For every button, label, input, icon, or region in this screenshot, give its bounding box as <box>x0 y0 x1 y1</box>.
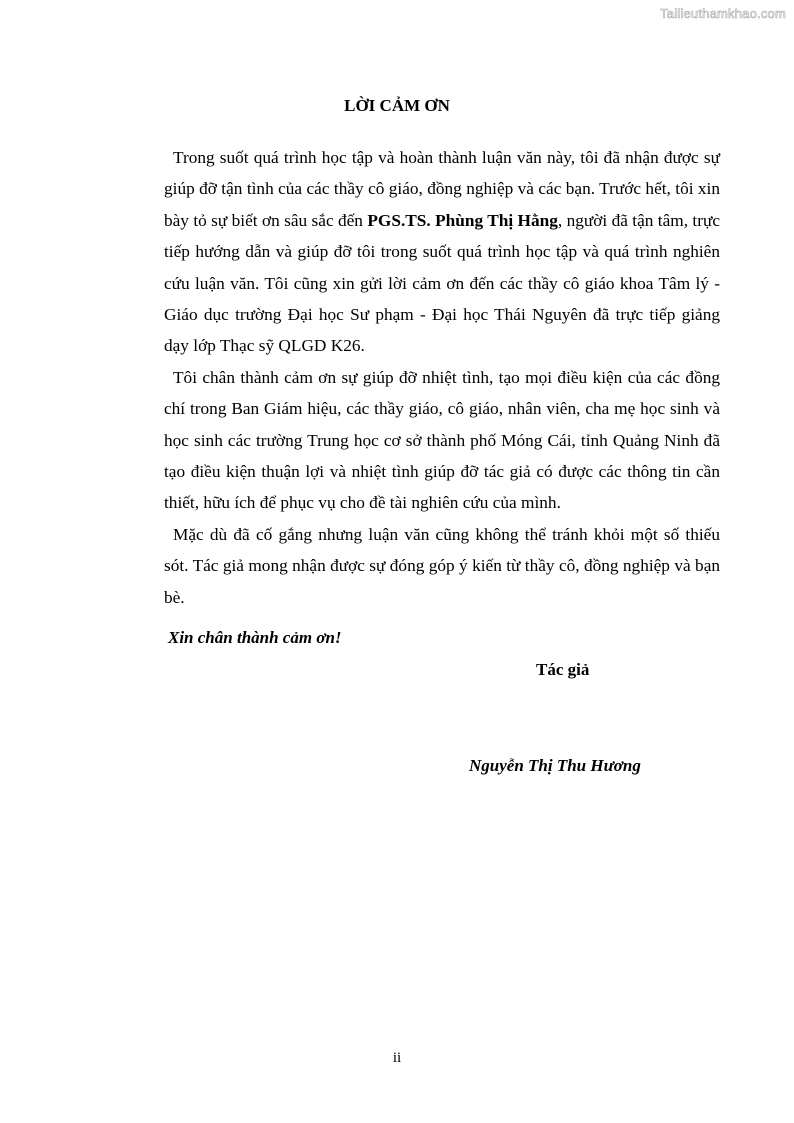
paragraph-1-after: , người đã tận tâm, trực tiếp hướng dẫn và giúp đỡ tôi trong suốt quá trình học tập và quá trình nghiên cứu luận văn. Tôi cũng xin gửi lời cảm ơn đến các thầy cô giáo khoa Tâm lý - Giáo dục trường Đại học Sư phạm - Đại học Thái Nguyên đã trực tiếp giảng dạy lớp Thạc sỹ QLGD K26. <box>164 210 720 356</box>
page-title: LỜI CẢM ƠN <box>344 96 450 115</box>
supervisor-name: PGS.TS. Phùng Thị Hằng <box>367 210 558 230</box>
author-label: Tác giả <box>536 660 590 679</box>
paragraph-1 <box>164 142 720 362</box>
paragraph-3: Mặc dù đã cố gắng nhưng luận văn cũng không thể tránh khỏi một số thiếu sót. Tác giả mong nhận được sự đóng góp ý kiến từ thầy cô, đồng nghiệp và bạn bè. <box>164 524 720 607</box>
paragraph-1-before: Trong suốt quá trình học tập và hoàn thành luận văn này, tôi đã nhận được sự giúp đỡ tận tình của các thầy cô giáo, đồng nghiệp và các bạn. Trước hết, tôi xin bày tỏ sự biết ơn sâu sắc đến <box>164 148 720 230</box>
closing-line: Xin chân thành cảm ơn! <box>168 628 342 647</box>
paragraph-2: Tôi chân thành cảm ơn sự giúp đỡ nhiệt tình, tạo mọi điều kiện của các đồng chí trong Ban Giám hiệu, các thầy giáo, cô giáo, nhân viên, cha mẹ học sinh và học sinh các trường Trung học cơ sở thành phố Móng Cái, tỉnh Quảng Ninh đã tạo điều kiện thuận lợi và nhiệt tình giúp đỡ tác giả có được các thông tin cần thiết, hữu ích để phục vụ cho đề tài nghiên cứu của mình. <box>164 367 720 513</box>
page-number: ii <box>392 1050 402 1066</box>
acknowledgement-body <box>164 142 720 613</box>
author-name: Nguyễn Thị Thu Hương <box>469 756 641 775</box>
watermark: Tailieuthamkhao.com <box>660 6 786 21</box>
